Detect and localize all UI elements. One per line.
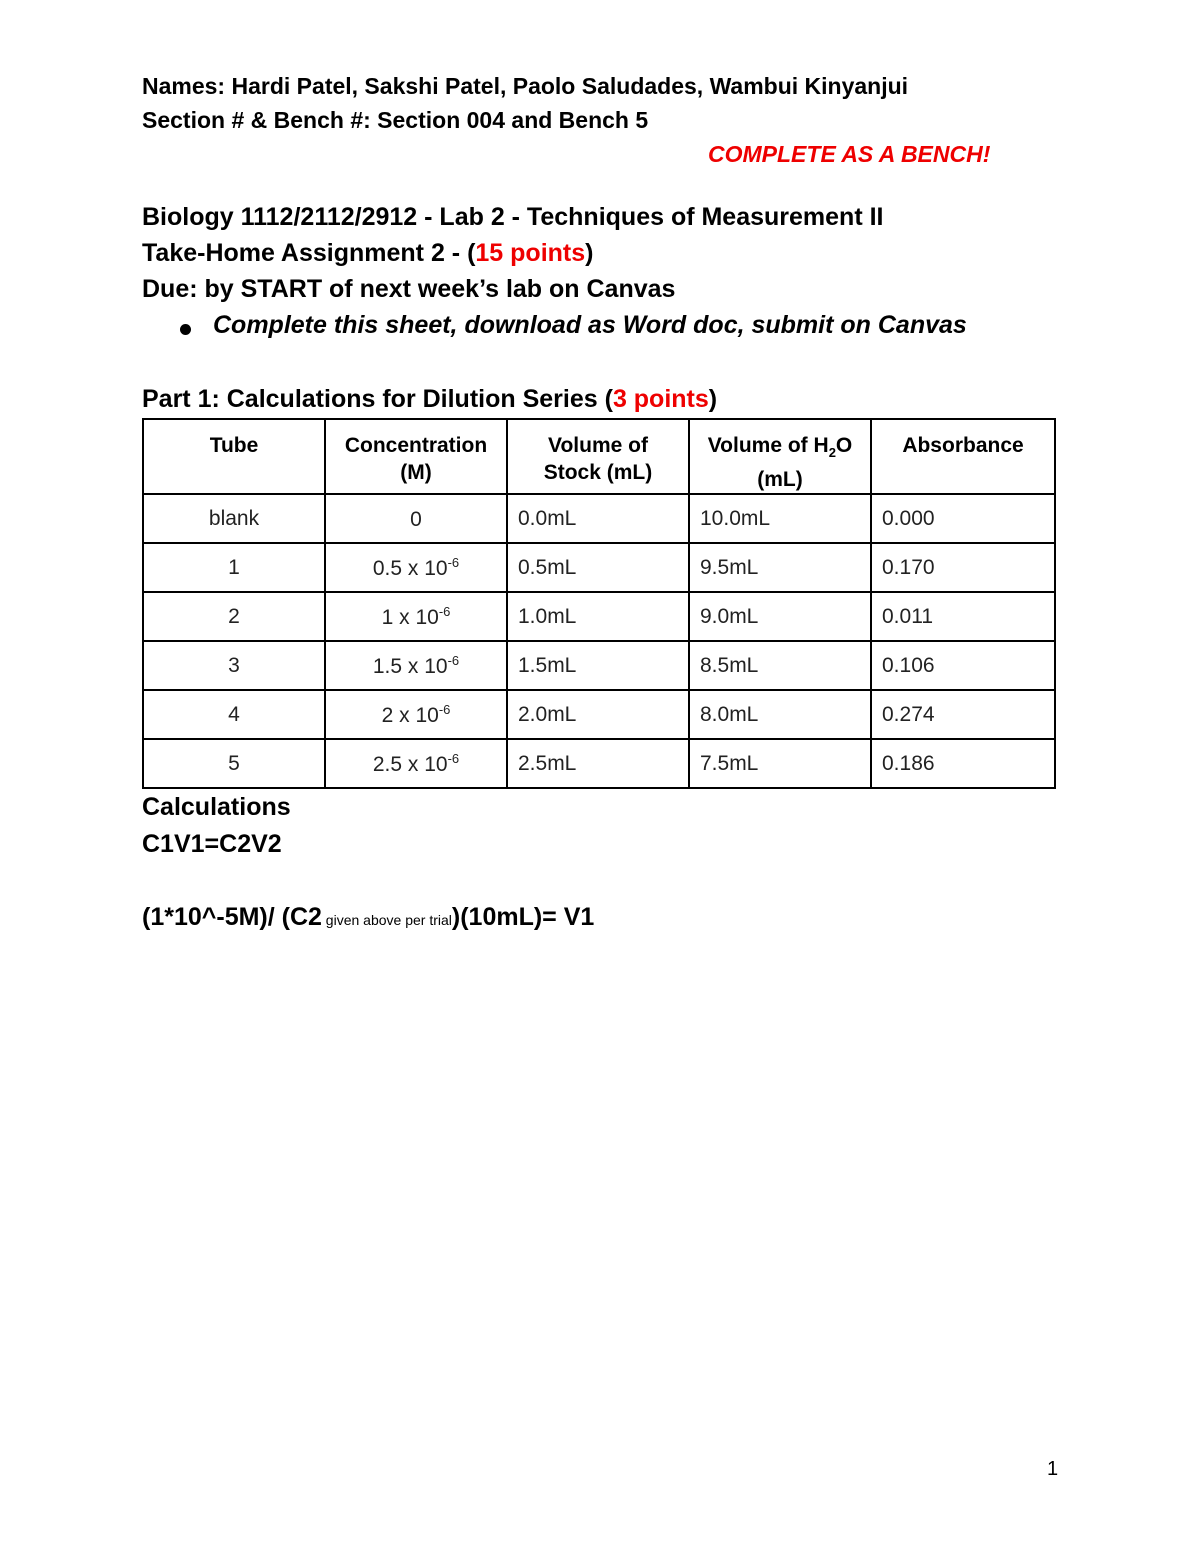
cell-stock-volume: 2.0mL xyxy=(507,690,689,739)
section-label: Section # & Bench #: xyxy=(142,107,371,133)
cell-stock-volume: 1.5mL xyxy=(507,641,689,690)
table-row xyxy=(143,739,1055,788)
assignment-line xyxy=(142,238,593,268)
calculations-formula: C1V1=C2V2 xyxy=(142,830,282,858)
complete-note: COMPLETE AS A BENCH! xyxy=(708,141,991,167)
cell-absorbance: 0.011 xyxy=(871,592,1055,641)
assignment-suffix: ) xyxy=(585,239,594,267)
cell-concentration: 2 x $10^{-6}$ xyxy=(325,690,507,739)
table-header-row xyxy=(143,419,1055,494)
assignment-prefix: Take-Home Assignment 2 - ( xyxy=(142,239,476,267)
cell-absorbance: 0.106 xyxy=(871,641,1055,690)
names-label: Names: xyxy=(142,73,226,99)
page-number: 1 xyxy=(1047,1458,1059,1480)
names-line xyxy=(142,72,908,100)
cell-stock-volume: 0.5mL xyxy=(507,543,689,592)
due-line: Due: by START of next week’s lab on Canvas xyxy=(142,275,676,303)
expression-prefix: (1*10^-5M)/ (C2 xyxy=(142,903,322,931)
cell-stock-volume: 0.0mL xyxy=(507,494,689,543)
cell-concentration: 2.5 x $10^{-6}$ xyxy=(325,739,507,788)
calculations-expression xyxy=(142,902,594,935)
cell-water-volume: 7.5mL xyxy=(689,739,871,788)
cell-tube: blank xyxy=(143,494,325,543)
part1-suffix: ) xyxy=(708,385,718,413)
cell-tube: 3 xyxy=(143,641,325,690)
section-value: Section 004 and Bench 5 xyxy=(377,107,649,133)
header-stock-volume: Volume of Stock (mL) xyxy=(507,419,689,494)
part1-prefix: Part 1: Calculations for Dilution Series ( xyxy=(142,385,613,413)
header-water-volume: Volume of $H_2O$ (mL) xyxy=(689,419,871,494)
cell-stock-volume: 1.0mL xyxy=(507,592,689,641)
names-value: Hardi Patel, Sakshi Patel, Paolo Saludades, Wambui Kinyanjui xyxy=(231,73,909,99)
cell-concentration: 1.5 x $10^{-6}$ xyxy=(325,641,507,690)
cell-absorbance: 0.274 xyxy=(871,690,1055,739)
cell-water-volume: 8.5mL xyxy=(689,641,871,690)
expression-suffix: )(10mL)= V1 xyxy=(451,903,595,931)
dilution-table xyxy=(142,418,1056,789)
table-row xyxy=(143,690,1055,739)
header-absorbance: Absorbance xyxy=(871,419,1055,494)
cell-water-volume: 9.5mL xyxy=(689,543,871,592)
cell-absorbance: 0.170 xyxy=(871,543,1055,592)
cell-tube: 5 xyxy=(143,739,325,788)
cell-water-volume: 8.0mL xyxy=(689,690,871,739)
header-concentration: Concentration (M) xyxy=(325,419,507,494)
cell-absorbance: 0.000 xyxy=(871,494,1055,543)
cell-tube: 1 xyxy=(143,543,325,592)
expression-note: given above per trial xyxy=(321,912,452,928)
cell-stock-volume: 2.5mL xyxy=(507,739,689,788)
part1-heading xyxy=(142,384,717,414)
cell-concentration: 1 x $10^{-6}$ xyxy=(325,592,507,641)
calculations-heading: Calculations xyxy=(142,793,291,821)
cell-concentration: 0 xyxy=(325,494,507,543)
header-tube: Tube xyxy=(143,419,325,494)
cell-water-volume: 9.0mL xyxy=(689,592,871,641)
table-row xyxy=(143,494,1055,543)
cell-tube: 4 xyxy=(143,690,325,739)
cell-concentration: 0.5 x $10^{-6}$ xyxy=(325,543,507,592)
cell-absorbance: 0.186 xyxy=(871,739,1055,788)
course-title: Biology 1112/2112/2912 - Lab 2 - Techniques of Measurement II xyxy=(142,203,884,231)
section-line xyxy=(142,106,648,134)
part1-points: 3 points xyxy=(612,385,709,413)
table-row xyxy=(143,592,1055,641)
cell-tube: 2 xyxy=(143,592,325,641)
table-row xyxy=(143,641,1055,690)
instruction-bullet: Complete this sheet, download as Word doc, submit on Canvas xyxy=(213,311,967,339)
table-row xyxy=(143,543,1055,592)
bullet-icon xyxy=(180,324,191,335)
assignment-points: 15 points xyxy=(475,239,586,267)
cell-water-volume: 10.0mL xyxy=(689,494,871,543)
